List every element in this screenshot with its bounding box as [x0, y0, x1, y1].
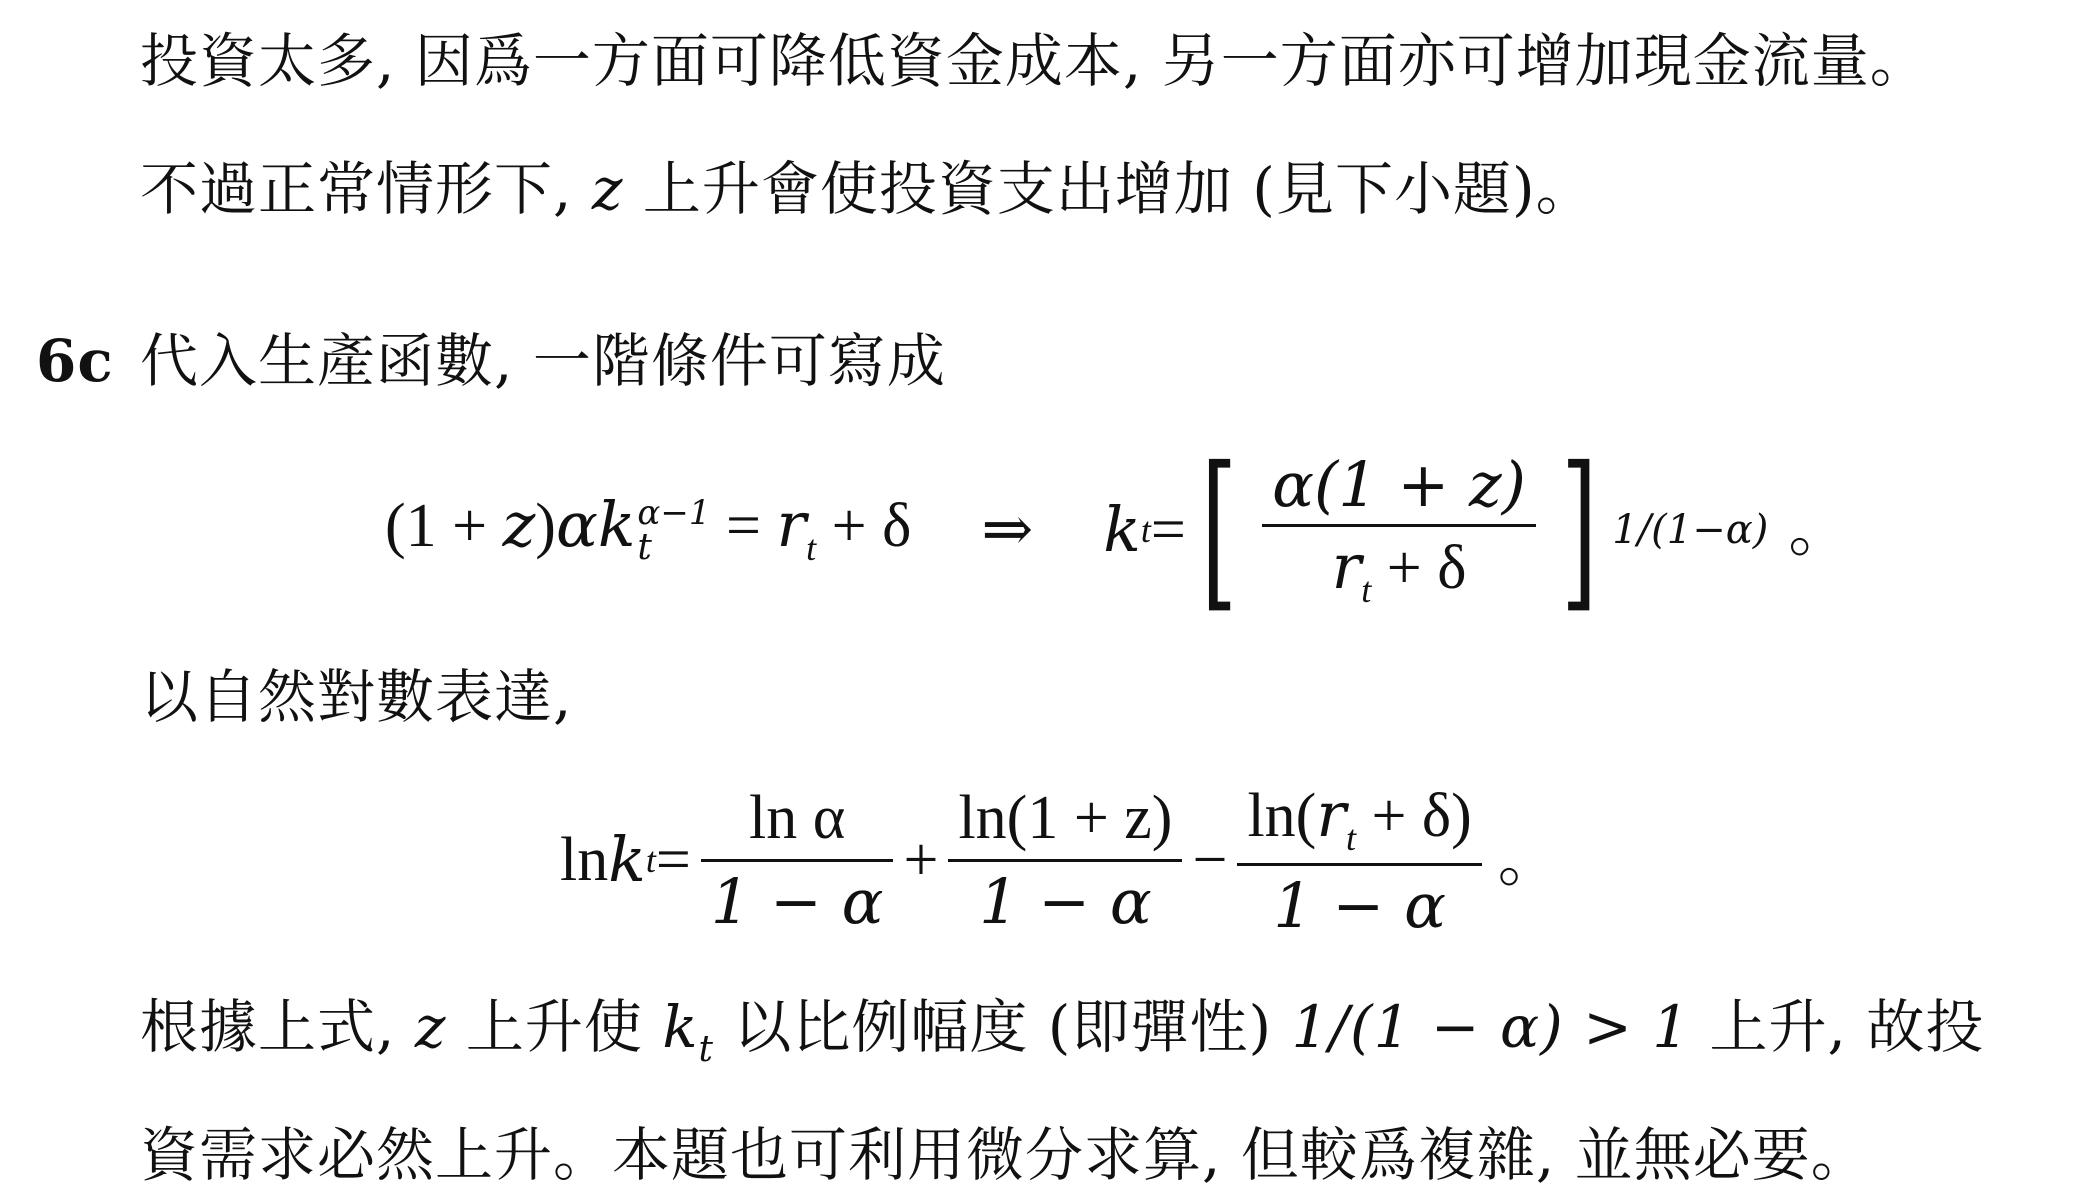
right-bracket: ] [1560, 431, 1598, 629]
math-variable: k [597, 487, 636, 561]
section-number: 6c [36, 327, 114, 395]
fraction-denominator [1262, 531, 1536, 611]
implies-arrow: ⇒ [981, 496, 1034, 564]
text-span: 上升, 故投 [1690, 993, 1985, 1061]
math-subscript: t [645, 840, 656, 880]
fraction-denominator: 1 − α [710, 864, 884, 938]
text-span: 代入生產函數, 一階條件可寫成 [140, 327, 946, 395]
math-subscript: t [1140, 510, 1151, 550]
math-variable: z [502, 487, 536, 561]
sup-sub-stack [637, 493, 711, 569]
fraction-numerator: α(1 + z) [1272, 447, 1526, 521]
math-variable: r [1316, 777, 1346, 851]
math-variable: k [1103, 493, 1141, 566]
section-label [36, 327, 114, 395]
text-span: 以比例幅度 (即彈性) [713, 993, 1292, 1061]
text-line [140, 27, 1929, 95]
math-operator: = [655, 826, 691, 894]
math-superscript: α−1 [637, 493, 711, 534]
fraction-bar [1262, 524, 1536, 527]
fraction-numerator: ln(1 + z) [958, 784, 1173, 853]
text-line [140, 327, 946, 395]
end-mark: 。 [1788, 496, 1851, 564]
fraction [701, 783, 894, 937]
text-line [140, 663, 573, 731]
text-span: 根據上式, [140, 993, 415, 1061]
math-text: ln( [1247, 781, 1317, 850]
eq1-lhs [385, 487, 912, 569]
text-span: 上升會使投資支出增加 (見下小題)。 [623, 155, 1595, 223]
math-variable: k [608, 823, 646, 896]
math-expression: 1/(1 − α) > 1 [1291, 993, 1691, 1061]
math-operator: − [1192, 826, 1228, 894]
math-variable: r [1331, 529, 1362, 603]
fraction [1237, 779, 1481, 942]
text-span: 投資太多, 因爲一方面可降低資金成本, 另一方面亦可增加現金流量。 [140, 27, 1929, 95]
fraction-bar [1237, 863, 1481, 866]
equation-log-form [560, 770, 1560, 950]
fraction-numerator [1237, 779, 1481, 859]
math-operator: = [1150, 496, 1186, 564]
math-subscript: t [806, 527, 817, 568]
text-span: 不過正常情形下, [140, 155, 592, 223]
math-subscript: t [1361, 569, 1372, 610]
math-operator: + [903, 826, 939, 894]
math-text: ln [560, 826, 609, 894]
math-superscript: 1/(1−α) [1612, 507, 1769, 553]
fraction-bar [948, 859, 1182, 862]
fraction-denominator: 1 − α [1273, 869, 1446, 943]
fraction [1262, 449, 1536, 612]
fraction-bar [701, 859, 894, 862]
math-subscript: t [698, 1029, 714, 1070]
math-text: (1 + [385, 491, 503, 560]
math-variable: z [414, 993, 447, 1061]
math-text: + δ) [1355, 781, 1472, 850]
math-subscript: t [637, 527, 652, 569]
math-text: + δ [1371, 533, 1467, 602]
equation-first-order-condition [385, 430, 1850, 630]
fraction [948, 783, 1182, 937]
fraction-numerator: ln α [749, 784, 846, 853]
math-text: ) [535, 491, 556, 560]
math-subscript: t [1345, 817, 1356, 858]
fraction-denominator: 1 − α [979, 864, 1152, 938]
math-variable: z [591, 155, 624, 223]
end-mark: 。 [1497, 826, 1560, 894]
text-line [140, 155, 1595, 223]
math-variable: α [555, 487, 598, 561]
math-text: + δ [816, 491, 912, 560]
math-operator: = [710, 491, 777, 560]
text-span: 資需求必然上升。本題也可利用微分求算, 但較爲複雜, 並無必要。 [140, 1121, 1870, 1189]
text-span: 上升使 [446, 993, 663, 1061]
math-variable: k [662, 993, 699, 1061]
left-bracket: [ [1200, 431, 1238, 629]
text-line [140, 1121, 1870, 1189]
math-variable: r [776, 487, 807, 561]
text-line [140, 993, 1985, 1070]
text-span: 以自然對數表達, [140, 663, 573, 731]
